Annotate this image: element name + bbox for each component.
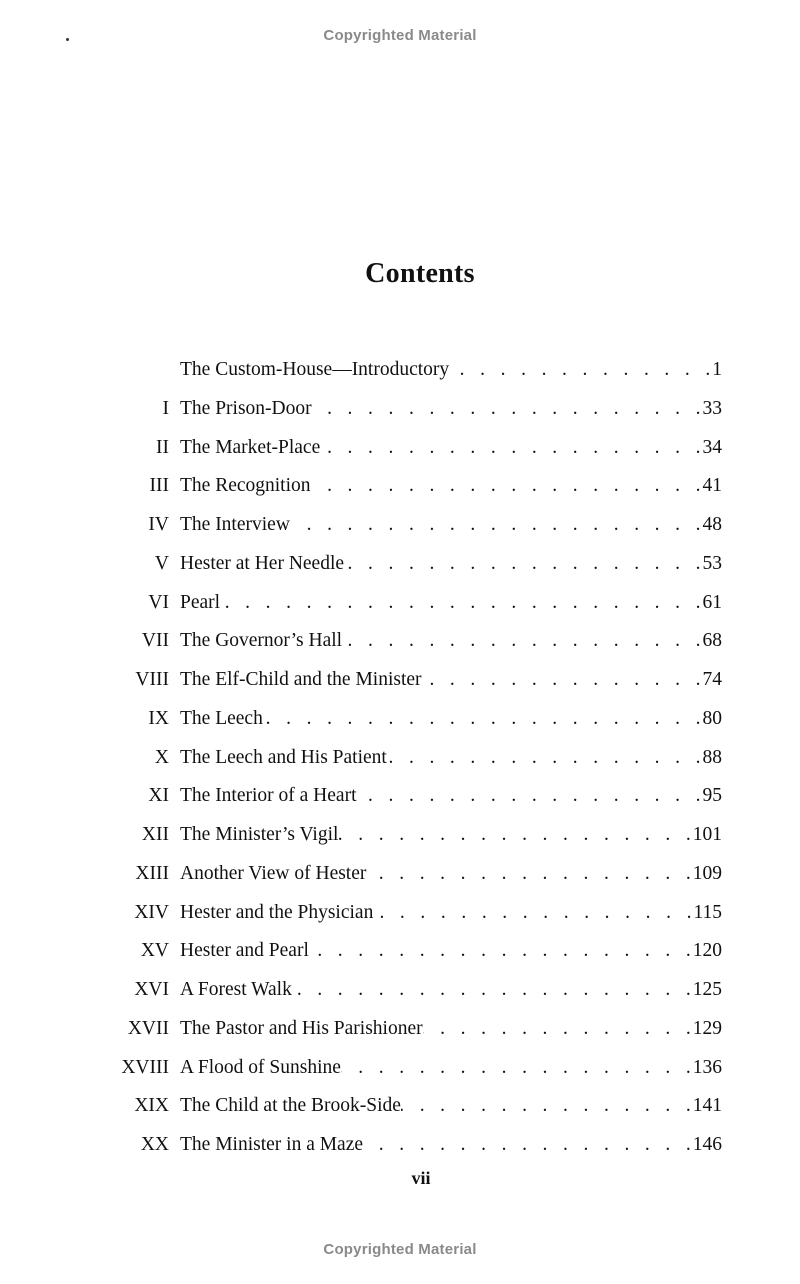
chapter-numeral: IX (148, 707, 169, 729)
chapter-title: The Prison-Door (180, 397, 312, 419)
toc-entry (0, 390, 800, 429)
chapter-numeral: XVI (134, 979, 169, 1000)
toc-entry (0, 506, 800, 545)
chapter-numeral: II (156, 436, 169, 458)
toc-entry-line (180, 777, 722, 815)
page-number: 125 (692, 979, 722, 1000)
chapter-title: The Custom-House—Introductory (180, 359, 450, 380)
chapter-numeral: VI (148, 591, 169, 613)
page-number: 120 (692, 940, 722, 962)
copyright-watermark-top: Copyrighted Material (323, 27, 477, 44)
chapter-numeral: XI (148, 785, 169, 807)
page-number: 41 (702, 475, 722, 497)
toc-entry (0, 855, 800, 894)
toc-entry-line (180, 855, 722, 893)
chapter-title: The Interview (180, 514, 290, 535)
toc-entry-line (180, 971, 722, 1009)
chapter-numeral: XX (140, 1134, 169, 1155)
chapter-numeral: VII (141, 630, 169, 652)
chapter-numeral: XIII (135, 862, 169, 884)
dot-leader (357, 777, 701, 815)
dot-leader (449, 351, 710, 389)
dot-leader (387, 739, 701, 777)
page-number: 95 (702, 785, 722, 807)
toc-entry (0, 816, 800, 855)
page-number: 80 (702, 707, 722, 729)
chapter-numeral: XVIII (121, 1056, 169, 1078)
copyright-watermark-bottom: Copyrighted Material (323, 1241, 477, 1258)
dot-leader (401, 1087, 691, 1125)
chapter-title: The Governor’s Hall (180, 630, 343, 652)
chapter-numeral: XIX (134, 1095, 169, 1117)
toc-entry (0, 894, 800, 933)
toc-entry (0, 622, 800, 661)
toc-entry-line (180, 1087, 722, 1125)
chapter-title: The Minister’s Vigil (180, 824, 339, 845)
toc-entry-line (180, 816, 722, 854)
chapter-title: The Elf-Child and the Minister (180, 669, 422, 690)
folio-page-number: vii (411, 1168, 431, 1188)
chapter-title: A Forest Walk (180, 979, 292, 1000)
toc-entry (0, 739, 800, 778)
dot-leader (292, 971, 691, 1009)
dot-leader (363, 1126, 691, 1164)
toc-entry (0, 1126, 800, 1165)
chapter-title: The Leech (180, 707, 263, 729)
chapter-title: A Flood of Sunshine (180, 1056, 341, 1078)
chapter-title: Hester at Her Needle (180, 552, 345, 574)
toc-entry-line (180, 545, 722, 583)
chapter-numeral: XV (140, 940, 169, 962)
chapter-title: The Interior of a Heart (180, 785, 357, 807)
chapter-title: Pearl (180, 591, 221, 613)
page-number: 61 (702, 591, 722, 613)
chapter-numeral: I (162, 397, 169, 419)
page-number: 1 (712, 359, 722, 380)
chapter-title: The Recognition (180, 475, 311, 497)
page-number: 68 (702, 630, 722, 652)
chapter-title: The Market-Place (180, 436, 321, 458)
page-number: 33 (702, 397, 722, 419)
page-number: 141 (692, 1095, 722, 1117)
toc-entry-line (180, 622, 722, 660)
chapter-numeral: XIV (134, 901, 169, 923)
chapter-numeral: X (154, 746, 169, 768)
toc-entry-line (180, 739, 722, 777)
chapter-numeral: III (149, 475, 169, 497)
table-of-contents (0, 351, 800, 1165)
toc-entry (0, 661, 800, 700)
page-number: 136 (692, 1056, 722, 1078)
page-title: Contents (365, 258, 475, 289)
chapter-numeral: IV (148, 514, 169, 535)
chapter-numeral: V (154, 552, 169, 574)
page-number: 115 (693, 901, 722, 923)
dot-leader (344, 545, 700, 583)
toc-entry-line (180, 1010, 722, 1048)
dot-leader (422, 661, 701, 699)
toc-entry-line (180, 894, 722, 932)
dot-leader (220, 584, 700, 622)
toc-entry (0, 545, 800, 584)
page-number: 34 (702, 436, 722, 458)
dot-leader (366, 855, 690, 893)
toc-entry (0, 971, 800, 1010)
page-number: 53 (702, 552, 722, 574)
chapter-title: The Minister in a Maze (180, 1134, 364, 1155)
dot-leader (290, 506, 701, 544)
toc-entry-line (180, 661, 722, 699)
toc-entry (0, 351, 800, 390)
toc-entry (0, 1010, 800, 1049)
page-number: 88 (702, 746, 722, 768)
dot-leader (309, 932, 691, 970)
chapter-title: The Pastor and His Parishioner (180, 1017, 423, 1039)
chapter-numeral: VIII (135, 669, 169, 690)
chapter-title: Hester and the Physician (180, 901, 374, 923)
toc-entry-line (180, 700, 722, 738)
toc-entry-line (180, 506, 722, 544)
toc-entry-line (180, 584, 722, 622)
dot-leader (373, 894, 691, 932)
page-number: 129 (692, 1017, 722, 1039)
page-number: 146 (692, 1134, 722, 1155)
toc-entry-line (180, 467, 722, 505)
toc-entry-line (180, 1049, 722, 1087)
toc-entry-line (180, 1126, 722, 1164)
toc-entry-line (180, 390, 722, 428)
page-number: 101 (692, 824, 722, 845)
dot-leader (342, 622, 700, 660)
dot-leader (263, 700, 701, 738)
scan-speck (66, 38, 69, 41)
dot-leader (320, 429, 700, 467)
chapter-numeral: XVII (127, 1017, 169, 1039)
toc-entry-line (180, 351, 722, 389)
dot-leader (423, 1010, 691, 1048)
dot-leader (338, 816, 690, 854)
toc-entry (0, 932, 800, 971)
toc-entry (0, 1087, 800, 1126)
toc-entry (0, 777, 800, 816)
toc-entry (0, 1049, 800, 1088)
dot-leader (341, 1049, 691, 1087)
page-number: 48 (702, 514, 722, 535)
page-number: 74 (702, 669, 722, 690)
toc-entry (0, 700, 800, 739)
toc-entry-line (180, 429, 722, 467)
chapter-title: Another View of Hester (180, 862, 367, 884)
dot-leader (311, 467, 701, 505)
chapter-numeral: XII (141, 824, 169, 845)
toc-entry (0, 429, 800, 468)
page-number: 109 (692, 862, 722, 884)
chapter-title: Hester and Pearl (180, 940, 309, 962)
toc-entry-line (180, 932, 722, 970)
toc-entry (0, 467, 800, 506)
chapter-title: The Leech and His Patient (180, 746, 387, 768)
dot-leader (312, 390, 701, 428)
chapter-title: The Child at the Brook-Side (180, 1095, 401, 1117)
toc-entry (0, 584, 800, 623)
